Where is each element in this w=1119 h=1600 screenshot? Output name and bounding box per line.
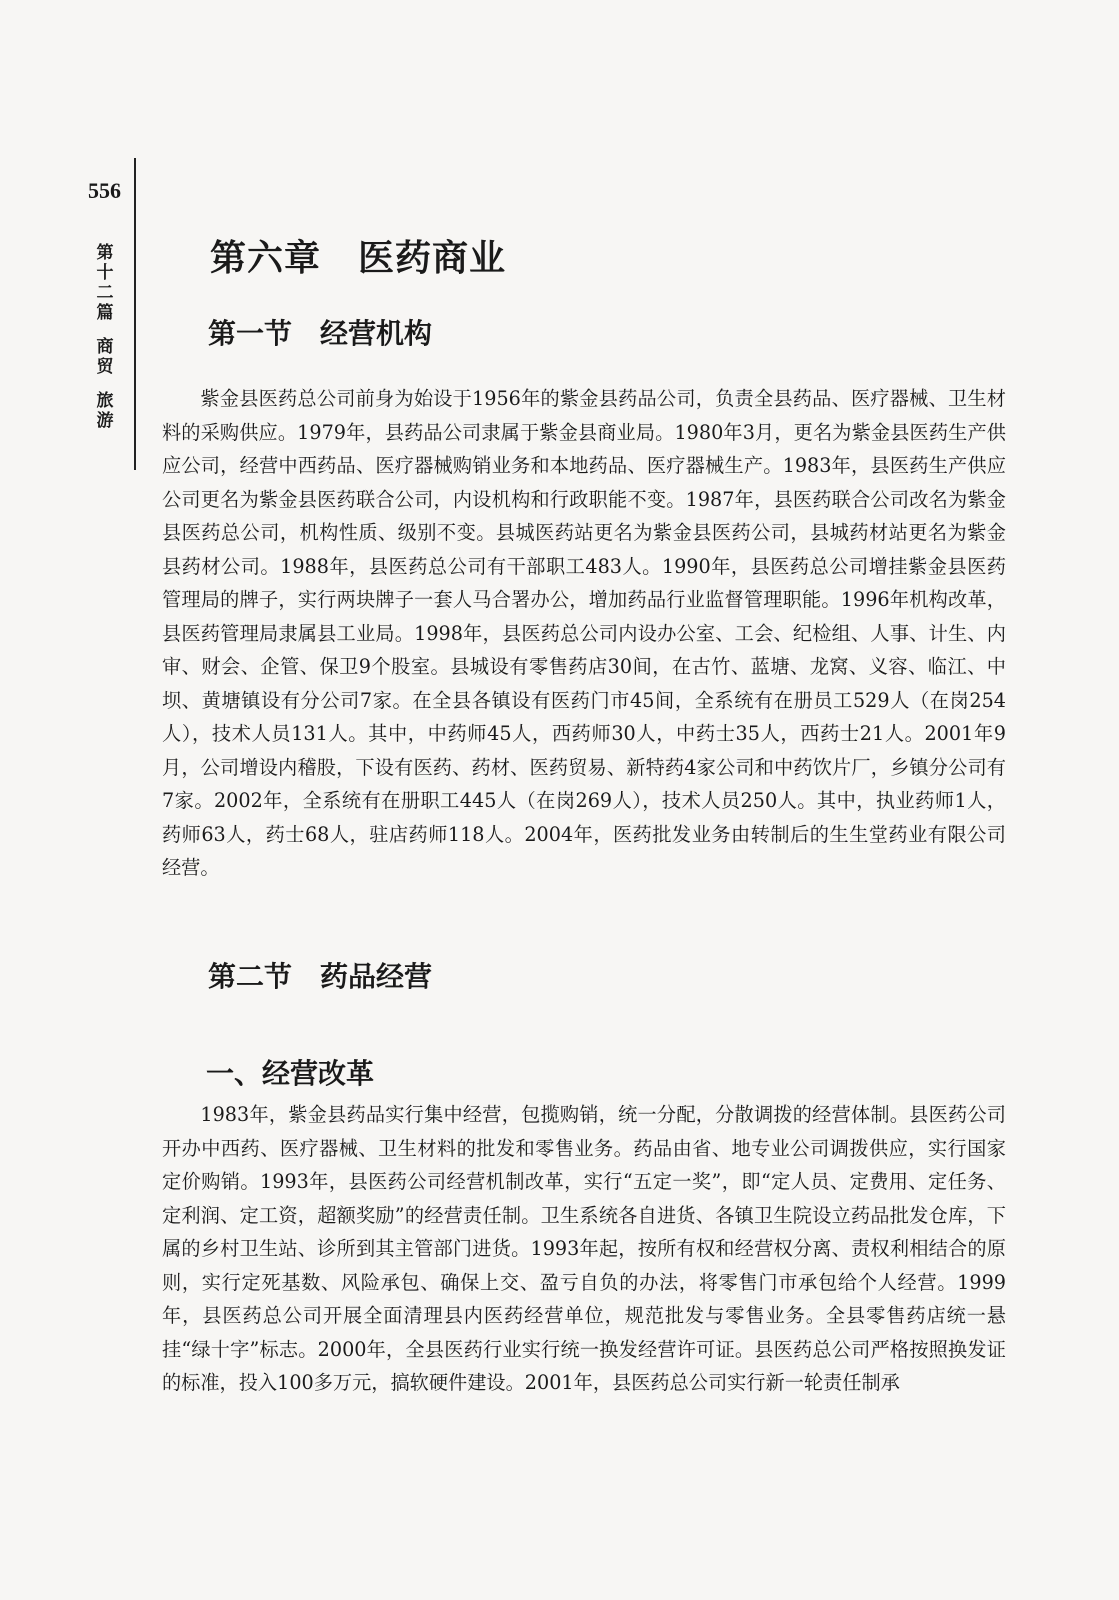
subsection-title: 一、经营改革 [206, 1057, 375, 1090]
running-head-subject: 商贸 [96, 337, 114, 377]
running-head [92, 243, 118, 431]
section-2-paragraph: 1983年，紫金县药品实行集中经营，包揽购销，统一分配，分散调拨的经营体制。县医药公司开办中西药、医疗器械、卫生材料的批发和零售业务。药品由省、地专业公司调拨供应，实行国家定价购销。1993年，县医药公司经营机制改革，实行“五定一奖”，即“定人员、定费用、定任务、定利润、定工资，超额奖励”的经营责任制。卫生系统各自进货、各镇卫生院设立药品批发仓库，下属的乡村卫生站、诊所到其主管部门进货。1993年起，按所有权和经营权分离、责权利相结合的原则，实行定死基数、风险承包、确保上交、盈亏自负的办法，将零售门市承包给个人经营。1999年，县医药总公司开展全面清理县内医药经营单位，规范批发与零售业务。全县零售药店统一悬挂“绿十字”标志。2000年，全县医药行业实行统一换发经营许可证。县医药总公司严格按照换发证的标准，投入100多万元，搞软硬件建设。2001年，县医药总公司实行新一轮责任制承 [162, 1103, 1006, 1394]
section-1-paragraph: 紫金县医药总公司前身为始设于1956年的紫金县药品公司，负责全县药品、医疗器械、卫生材料的采购供应。1979年，县药品公司隶属于紫金县商业局。1980年3月，更名为紫金县医药生产供应公司，经营中西药品、医疗器械购销业务和本地药品、医疗器械生产。1983年，县医药生产供应公司更名为紫金县医药联合公司，内设机构和行政职能不变。1987年，县医药联合公司改名为紫金县医药总公司，机构性质、级别不变。县城医药站更名为紫金县医药公司，县城药材站更名为紫金县药材公司。1988年，县医药总公司有干部职工483人。1990年，县医药总公司增挂紫金县医药管理局的牌子，实行两块牌子一套人马合署办公，增加药品行业监督管理职能。1996年机构改革，县医药管理局隶属县工业局。1998年，县医药总公司内设办公室、工会、纪检组、人事、计生、内审、财会、企管、保卫9个股室。县城设有零售药店30间，在古竹、蓝塘、龙窝、义容、临江、中坝、黄塘镇设有分公司7家。在全县各镇设有医药门市45间，全系统有在册员工529人（在岗254人），技术人员131人。其中，中药师45人，西药师30人，中药士35人，西药士21人。2001年9月，公司增设内稽股，下设有医药、药材、医药贸易、新特药4家公司和中药饮片厂，乡镇分公司有7家。2002年，全系统有在册职工445人（在岗269人），技术人员250人。其中，执业药师1人，药师63人，药士68人，驻店药师118人。2004年，医药批发业务由转制后的生生堂药业有限公司经营。 [162, 387, 1006, 879]
running-head-part: 第十二篇 [96, 243, 114, 323]
page-number: 556 [88, 178, 121, 203]
running-head-topic: 旅游 [96, 391, 114, 431]
margin-rule [134, 158, 136, 470]
section-title-2: 第二节 药品经营 [208, 960, 433, 993]
chapter-title: 第六章 医药商业 [210, 238, 507, 279]
section-title-1: 第一节 经营机构 [208, 317, 433, 350]
